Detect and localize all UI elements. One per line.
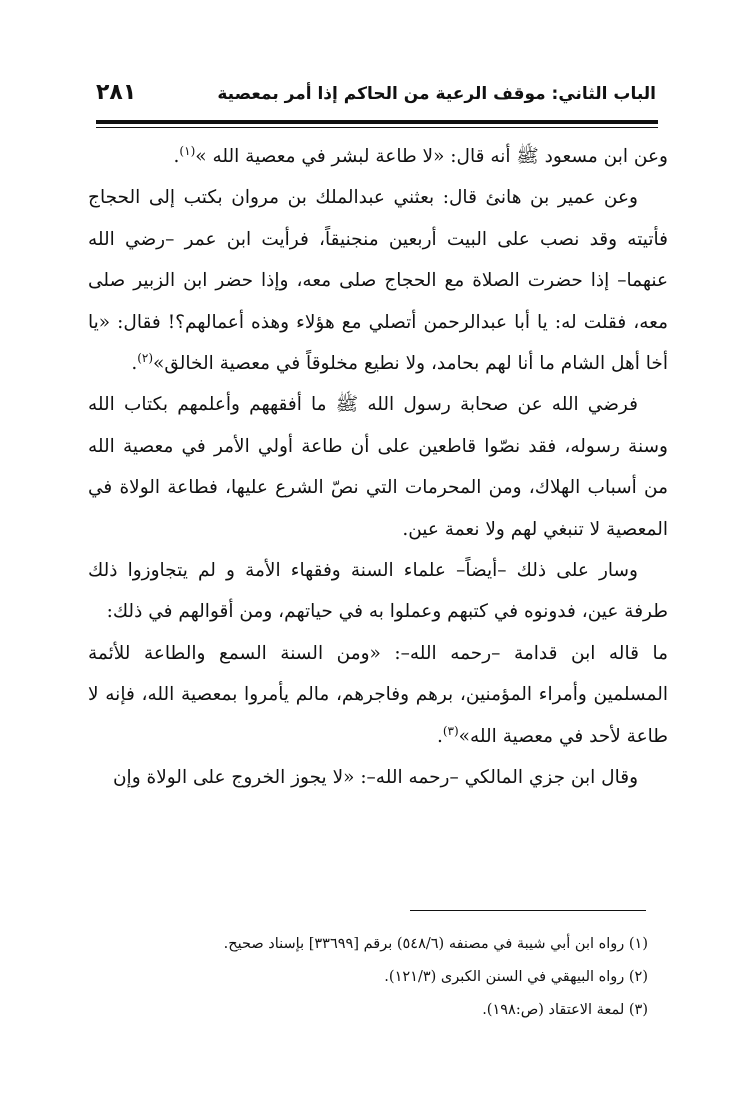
paragraph-text: وعن ابن مسعود ﷺ أنه قال: «لا طاعة لبشر في معصية الله » (195, 146, 668, 167)
paragraph-umair: وعن عمير بن هانئ قال: بعثني عبدالملك بن مروان بكتب إلى الحجاج فأتيته وقد نصب على البيت أربعين منجنيقاً، فرأيت ابن عمر –رضي الله عنهما– إذا حضرت الصلاة مع الحجاج صلى معه، وإذا حضر ابن الزبير صلى معه، فقلت له: يا أبا عبدالرحمن أتصلي مع هؤلاء وهذه أعمالهم؟! فقال: «يا أخا أهل الشام ما أنا لهم بحامد، ولا نطيع مخلوقاً في معصية الخالق»$^{(٢)}$. (88, 187, 668, 375)
paragraph-text: ما قاله ابن قدامة –رحمه الله–: «ومن السنة السمع والطاعة للأئمة المسلمين وأمراء المؤمنين، برهم وفاجرهم، مالم يأمروا بمعصية الله، فإنه لا طاعة لأحد في معصية الله» (88, 642, 668, 747)
paragraph-scholars: وسار على ذلك –أيضاً– علماء السنة وفقهاء الأمة و لم يتجاوزوا ذلك طرفة عين، فدونوه في كتبهم وعملوا به في حياتهم، ومن أقوالهم في ذلك: (88, 560, 668, 623)
header-rule-thin (96, 127, 658, 128)
paragraph-text: وعن عمير بن هانئ قال: بعثني عبدالملك بن مروان بكتب إلى الحجاج فأتيته وقد نصب على البيت أربعين منجنيقاً، فرأيت ابن عمر –رضي الله عنهما– إذا حضرت الصلاة مع الحجاج صلى معه، وإذا حضر ابن الزبير صلى معه، فقلت له: يا أبا عبدالرحمن أتصلي مع هؤلاء وهذه أعمالهم؟! فقال: «يا أخا أهل الشام ما أنا لهم بحامد، ولا نطيع مخلوقاً في معصية الخالق» (88, 187, 668, 375)
footnote-separator (410, 910, 646, 911)
running-header (96, 80, 656, 114)
paragraph-ibn-juzayy: وقال ابن جزي المالكي –رحمه الله–: «لا يجوز الخروج على الولاة وإن (112, 767, 638, 789)
paragraph-companions: فرضي الله عن صحابة رسول الله ﷺ ما أفقههم وأعلمهم بكتاب الله وسنة رسوله، فقد نصّوا قاطعين على أن طاعة أولي الأمر في معصية الله من أسباب الهلاك، ومن المحرمات التي نصّ الشرع عليها، فطاعة الولاة في المعصية لا تنبغي لهم ولا نعمة عين. (88, 394, 668, 540)
footnote-reference: (٣) (442, 723, 459, 738)
footnotes (96, 928, 648, 1027)
footnote-item: (٣) لمعة الاعتقاد (ص:١٩٨). (482, 1002, 648, 1018)
paragraph-ibn-masud: وعن ابن مسعود ﷺ أنه قال: «لا طاعة لبشر في معصية الله »$^{(١)}$. (173, 143, 668, 167)
header-rule-thick (96, 120, 658, 124)
paragraph-ibn-qudama: ما قاله ابن قدامة –رحمه الله–: «ومن السنة السمع والطاعة للأئمة المسلمين وأمراء المؤمنين، برهم وفاجرهم، مالم يأمروا بمعصية الله، فإنه لا طاعة لأحد في معصية الله»$^{(٣)}$. (88, 642, 668, 747)
chapter-title: الباب الثاني: موقف الرعية من الحاكم إذا أمر بمعصية (217, 84, 656, 104)
page-number: ٢٨١ (96, 80, 137, 105)
footnote-reference: (١) (179, 143, 196, 158)
main-text (88, 136, 668, 799)
footnote-item: (٢) رواه البيهقي في السنن الكبرى (١٢١/٣). (384, 969, 648, 985)
footnote-reference: (٢) (137, 350, 154, 365)
footnote-item: (١) رواه ابن أبي شيبة في مصنفه (٥٤٨/٦) برقم [٣٣٦٩٩] بإسناد صحيح. (223, 936, 648, 952)
